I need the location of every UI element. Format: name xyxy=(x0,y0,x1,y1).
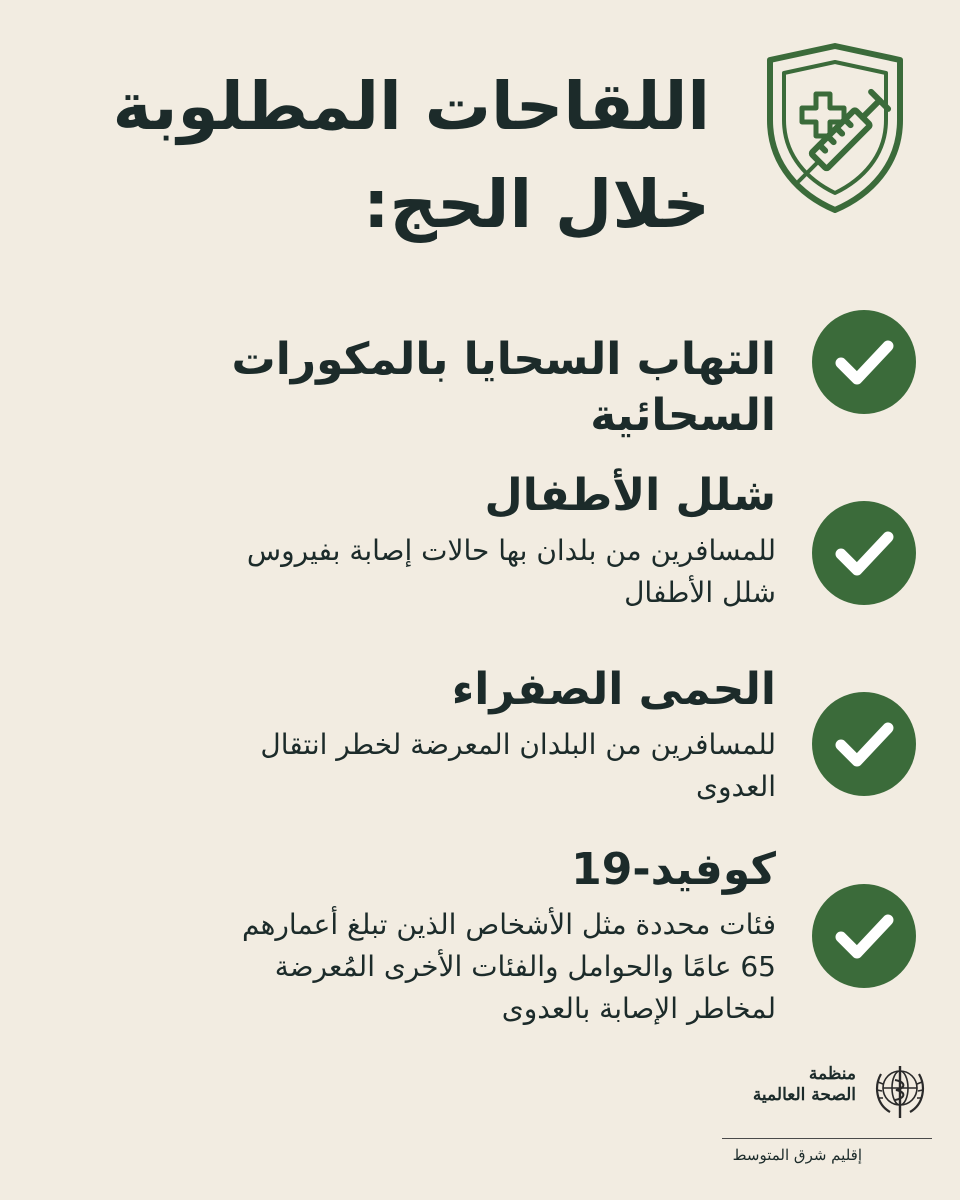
item-title: التهاب السحايا بالمكورات السحائية xyxy=(231,334,776,441)
header xyxy=(112,40,920,270)
item-text xyxy=(40,332,776,444)
who-footer xyxy=(722,1060,932,1180)
checkmark-icon xyxy=(812,692,916,796)
title-line-1: اللقاحات المطلوبة xyxy=(112,68,710,145)
item-text xyxy=(40,468,776,614)
checkmark-icon xyxy=(812,501,916,605)
shield-syringe-icon xyxy=(750,40,920,215)
who-name xyxy=(753,1064,856,1106)
item-description xyxy=(40,724,776,808)
who-emblem-icon xyxy=(868,1060,932,1124)
item-title: كوفيد-19 xyxy=(571,844,776,895)
org-name-line-2: الصحة العالمية xyxy=(752,1085,856,1105)
description-line: 65 عامًا والحوامل والفئات الأخرى المُعرضة xyxy=(274,950,776,983)
region-label: إقليم شرق المتوسط xyxy=(732,1146,862,1164)
page-title xyxy=(110,58,710,254)
description-line: شلل الأطفال xyxy=(624,576,776,609)
title-line-2: خلال الحج: xyxy=(363,166,710,243)
item-text xyxy=(40,662,776,808)
description-line: للمسافرين من بلدان بها حالات إصابة بفيروس xyxy=(246,534,776,567)
item-description xyxy=(40,530,776,614)
description-line: فئات محددة مثل الأشخاص الذين تبلغ أعمارهم xyxy=(241,908,776,941)
description-line: لمخاطر الإصابة بالعدوى xyxy=(501,992,776,1025)
item-description xyxy=(40,904,776,1030)
checkmark-icon xyxy=(812,310,916,414)
item-title: الحمى الصفراء xyxy=(451,664,776,715)
checkmark-icon xyxy=(812,884,916,988)
org-name-line-1: منظمة xyxy=(808,1064,856,1084)
description-line: للمسافرين من البلدان المعرضة لخطر انتقال xyxy=(260,728,776,761)
item-text xyxy=(40,842,776,1030)
footer-divider xyxy=(722,1138,932,1139)
description-line: العدوى xyxy=(696,770,776,803)
item-title: شلل الأطفال xyxy=(484,470,776,521)
